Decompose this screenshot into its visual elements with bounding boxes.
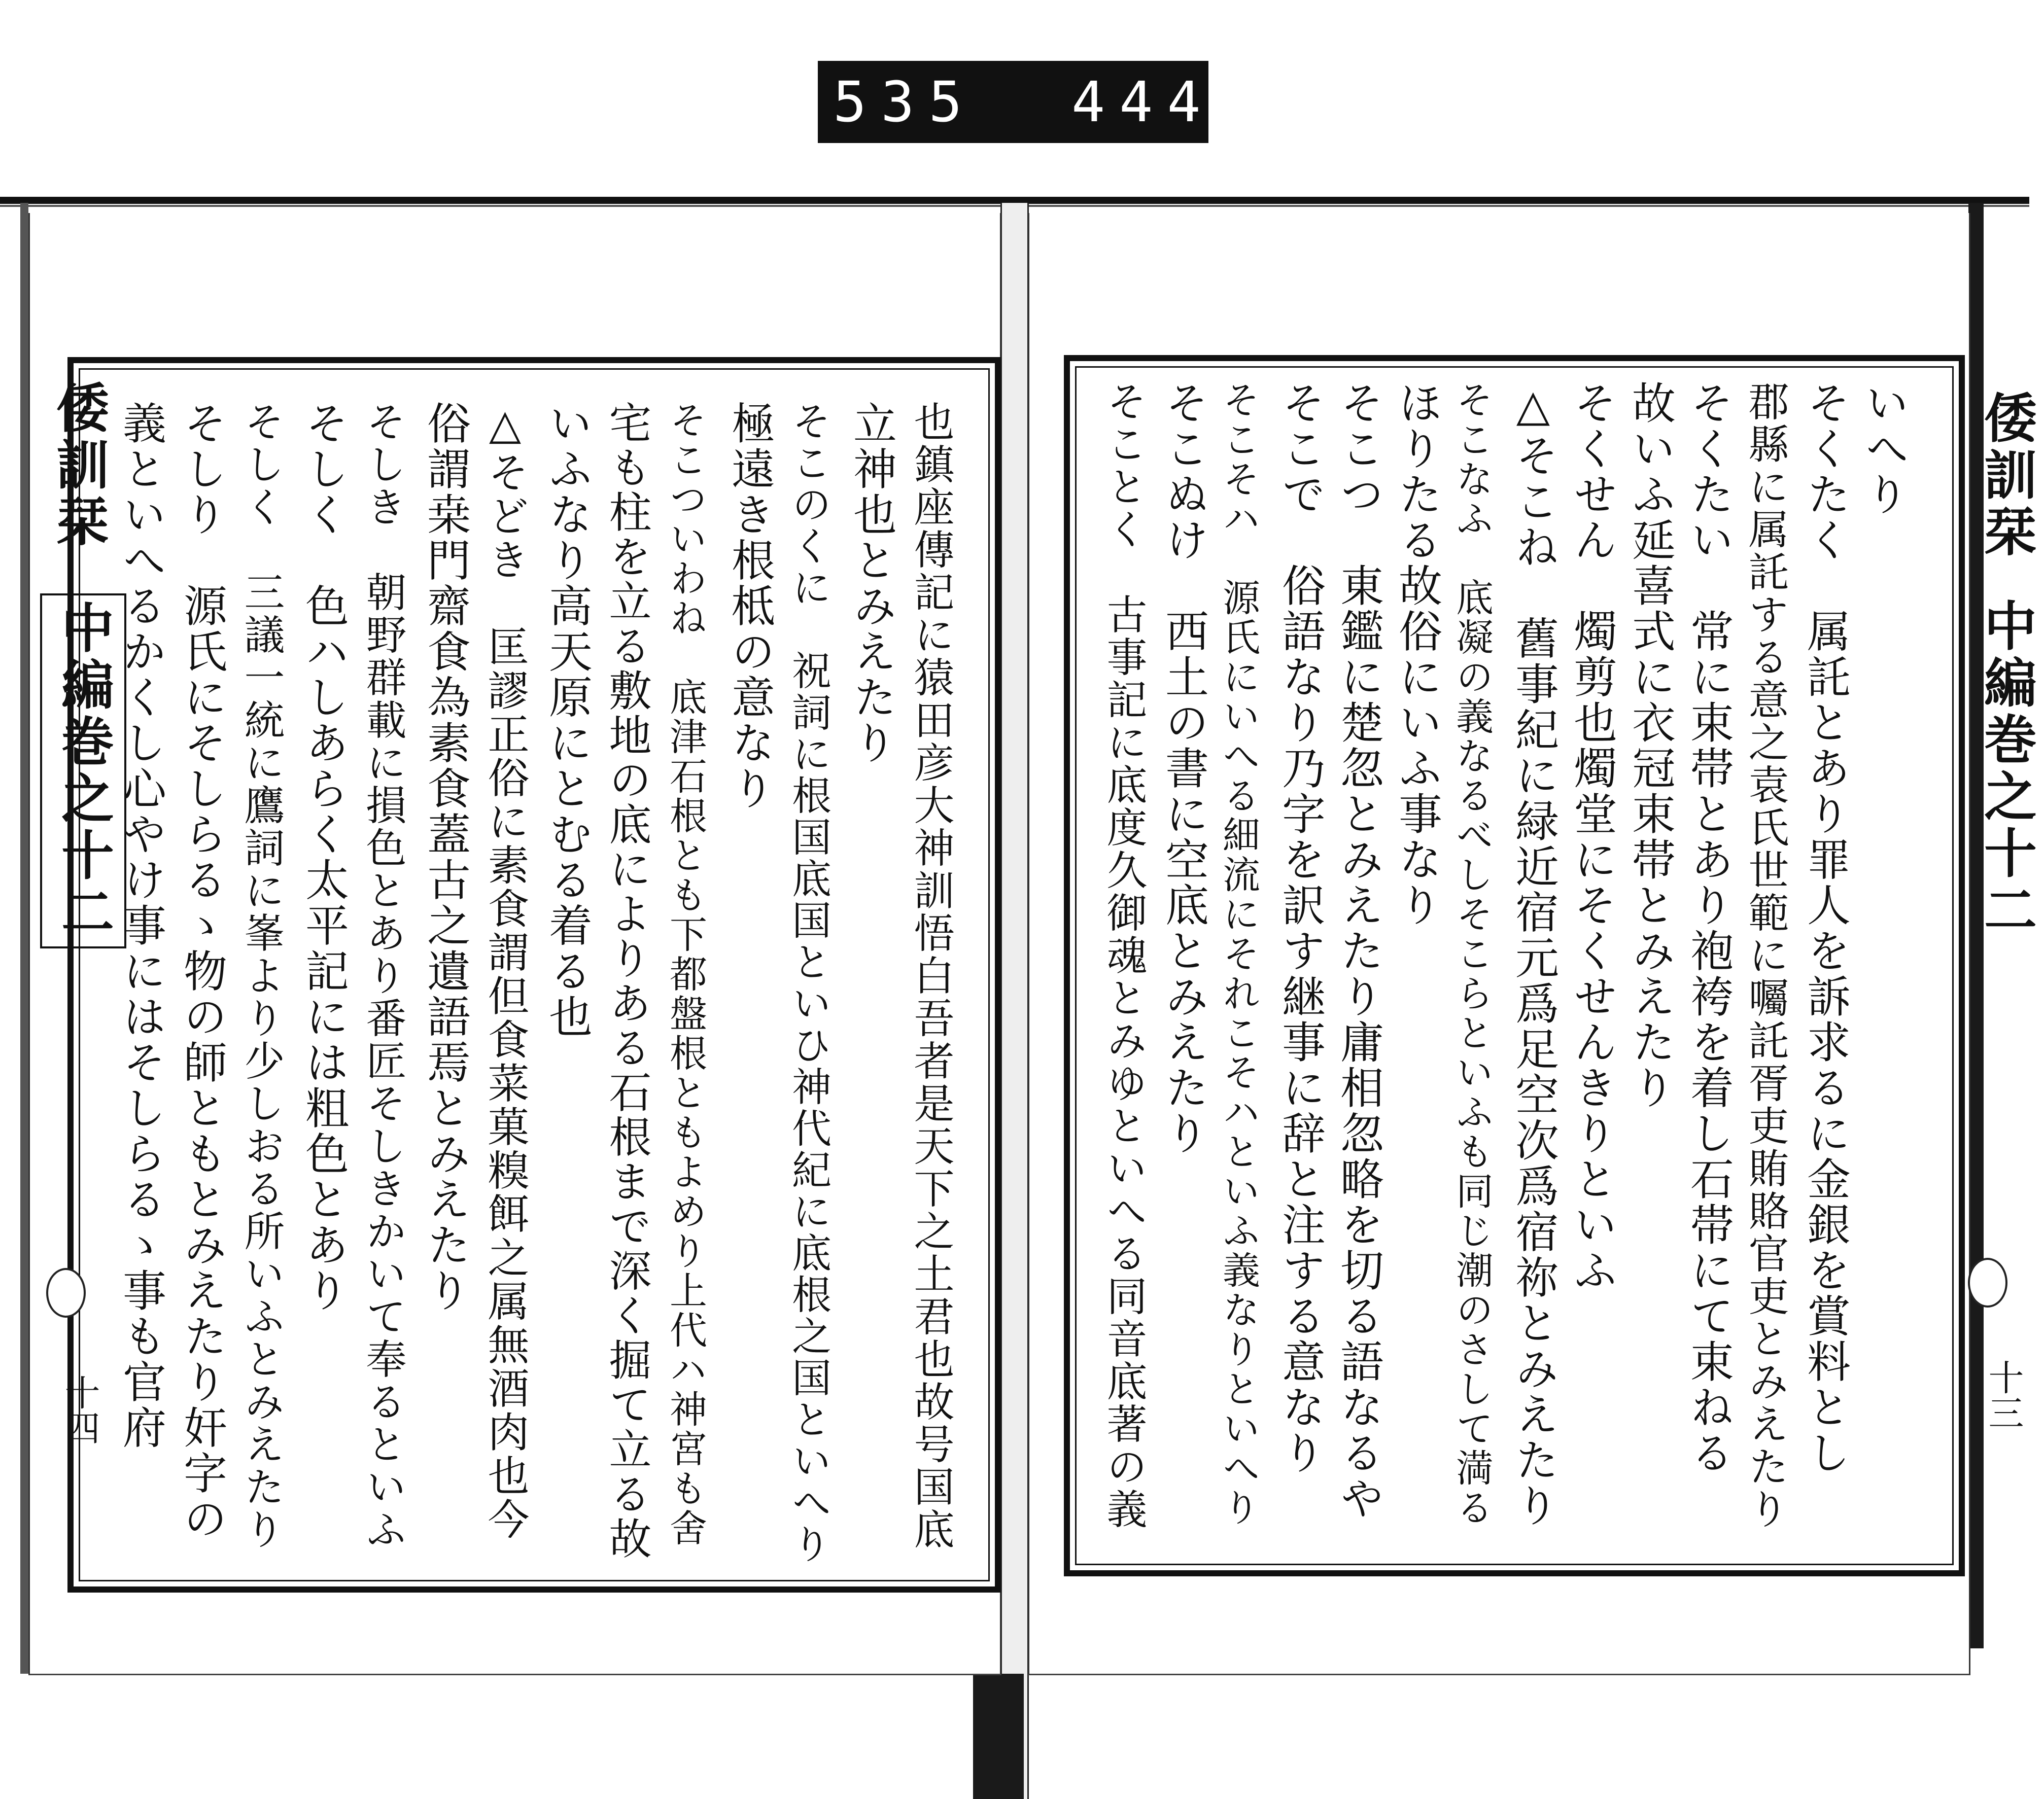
text-column: 義といへるかくし心やけ事にはそしらるゝ事も官府 — [115, 401, 166, 1451]
spine-shadow — [973, 1674, 1024, 1799]
text-column: 俗謂桒門齋食為素食蓋古之遺語焉とみえたり — [420, 401, 470, 1314]
text-column: そこそハ 源氏にいへる細流にそれこそハといふ義なりといへり — [1217, 380, 1260, 1528]
text-column: いふなり高天原にとむる着る也 — [541, 401, 592, 1040]
text-column: そこつ 東鑑に楚忽とみえたり庸相忽略を切る語なるや — [1333, 380, 1383, 1522]
text-column: △そどき 匡謬正俗に素食謂但食菜菓糗餌之属無酒肉也今 — [481, 401, 529, 1541]
text-column: そこなふ 底凝の義なるべしそこらといふも同じ潮のさして満る — [1450, 380, 1494, 1528]
text-column: そこぬけ 西土の書に空底とみえたり — [1158, 380, 1208, 1156]
left-section-title: 中編巻之十二 — [40, 593, 126, 948]
text-column: そこで 俗語なり乃字を訳す継事に辞と注する意なり — [1274, 380, 1325, 1476]
binding-hole — [1968, 1258, 2007, 1308]
text-column: いへり — [1858, 380, 1909, 517]
catalog-number-left: 535 — [833, 69, 977, 134]
text-column: 故いふ延喜式に衣冠束帯とみえたり — [1624, 380, 1675, 1111]
catalog-label — [818, 61, 1215, 143]
text-column: 郡縣に属託する意之袁氏世範に囑託胥吏賄賂官吏とみえたり — [1742, 380, 1789, 1531]
text-column: そこのくに 祝詞に根国底国といひ神代紀に底根之国といへり — [785, 401, 831, 1565]
text-column: そくせん 燭剪也燭堂にそくせんきりといふ — [1566, 380, 1617, 1293]
text-column: そしく 色ハしあらく太平記には粗色とあり — [298, 401, 349, 1314]
left-page-number: 十四 — [59, 1374, 100, 1445]
text-column: 也鎮座傳記に猿田彦大神訓悟白吾者是天下之土君也故号国底 — [907, 401, 954, 1551]
text-column: そくたい 常に束帯とあり袍袴を着し石帯にて束ねる — [1683, 380, 1734, 1476]
text-column: そしく 三議一統に鷹詞に峯より少しおる所いふとみえたり — [237, 401, 285, 1551]
right-page-number: 十三 — [1983, 1359, 2024, 1430]
catalog-number-right: 444 — [1071, 69, 1215, 134]
left-page — [28, 213, 1001, 1675]
text-column: そこついわね 底津石根とも下都盤根ともよめり上代ハ神宮も舍 — [664, 401, 707, 1548]
text-column: 極遠き根柢の意なり — [724, 401, 775, 812]
left-board-edge — [20, 203, 28, 1674]
text-column: 立神也とみえたり — [846, 401, 896, 766]
text-column: そしき 朝野群載に損色とあり番匠そしきかいて奉るといふ — [359, 401, 406, 1551]
text-column: 宅も柱を立る敷地の底によりある石根まで深く掘て立る故 — [602, 401, 652, 1561]
right-page — [1028, 213, 2037, 1675]
left-header-title: 倭訓栞 — [47, 380, 110, 551]
text-column: △そこね 舊事紀に緑近宿元爲足空次爲宿祢とみえたり — [1508, 380, 1558, 1529]
text-column: そことく 古事記に底度久御魂とみゆといへる同音底著の義 — [1100, 380, 1147, 1531]
right-header-title: 倭訓栞 — [1975, 391, 2037, 561]
book-spine — [1000, 203, 1029, 1799]
text-column: ほりたる故俗にいふ事なり — [1391, 380, 1442, 928]
binding-hole — [46, 1268, 86, 1318]
text-column: そしり 源氏にそしらるゝ物の師ともとみえたり奸字の — [176, 401, 227, 1542]
right-section-title: 中編巻之十二 — [1975, 598, 2037, 939]
text-column: そくたく 属託とあり罪人を訴求るに金銀を賞料とし — [1799, 380, 1850, 1476]
